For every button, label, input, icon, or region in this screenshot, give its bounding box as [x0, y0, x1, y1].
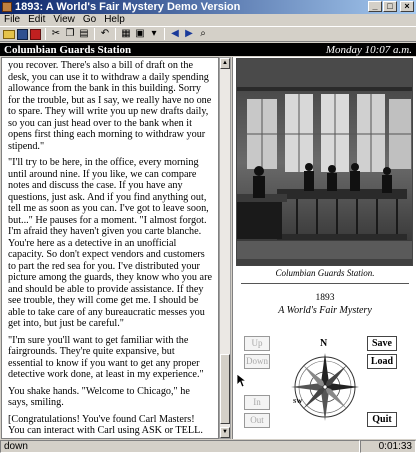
- photo-caption: Columbian Guards Station.: [275, 268, 375, 278]
- open-icon[interactable]: [3, 30, 15, 39]
- out-button[interactable]: Out: [244, 413, 270, 428]
- save-button[interactable]: Save: [367, 336, 397, 351]
- load-button[interactable]: Load: [367, 354, 397, 369]
- mouse-pointer-icon: [237, 374, 247, 388]
- toolbar-separator: [94, 28, 95, 40]
- menu-view[interactable]: View: [53, 14, 75, 25]
- cut-icon[interactable]: ✂: [51, 28, 61, 39]
- elapsed-time: 0:01:33: [360, 440, 416, 453]
- app-icon: [2, 2, 12, 12]
- game-time: Monday 10:07 a.m.: [325, 43, 412, 56]
- status-text: down: [0, 440, 360, 453]
- location-name: Columbian Guards Station: [4, 43, 132, 56]
- story-paragraph: [Congratulations! You've found Carl Masters! You can interact with Carl using ASK or TELL.: [8, 413, 203, 436]
- save-icon[interactable]: [17, 29, 28, 40]
- compass-rose-icon[interactable]: [289, 339, 361, 429]
- back-icon[interactable]: ◀: [171, 28, 179, 39]
- minimize-button[interactable]: _: [368, 1, 382, 12]
- location-bar: [0, 43, 416, 56]
- right-pane: [232, 57, 416, 439]
- up-button[interactable]: Up: [244, 336, 270, 351]
- undo-icon[interactable]: ↶: [100, 28, 110, 39]
- window-controls: [368, 1, 414, 12]
- dropdown-icon[interactable]: ▾: [151, 28, 157, 39]
- location-photo: [236, 58, 413, 266]
- menu-edit[interactable]: Edit: [28, 14, 46, 25]
- window-title: 1893: A World's Fair Mystery Demo Version: [15, 1, 241, 13]
- in-button[interactable]: In: [244, 395, 270, 410]
- scroll-up-arrow-icon[interactable]: ▲: [220, 58, 230, 69]
- logo-title: A World's Fair Mystery: [278, 305, 372, 316]
- down-button[interactable]: Down: [244, 354, 270, 369]
- scroll-down-arrow-icon[interactable]: ▼: [220, 427, 230, 438]
- find-icon[interactable]: ⌕: [200, 28, 206, 39]
- menu-file[interactable]: File: [4, 14, 21, 25]
- settings-icon[interactable]: ▣: [135, 28, 145, 39]
- game-logo: [253, 293, 397, 316]
- menu-go[interactable]: Go: [82, 14, 97, 25]
- print-icon[interactable]: ▦: [121, 28, 131, 39]
- menu-bar: [0, 14, 416, 26]
- toolbar-separator: [115, 28, 116, 40]
- toolbar-separator: [45, 28, 46, 40]
- story-paragraph: you recover. There's also a bill of draft on the desk, you can use it to withdraw a daily spending allowance from the bank in this building. Sorry for the trouble, but as I say, we really have no one to spare. They will write you up new drafts daily, so you can just head over to the bank when it opens first thing each morning to withdraw your stipend.": [8, 60, 212, 152]
- compass-sw-label: SW: [293, 399, 303, 405]
- maximize-button[interactable]: □: [383, 1, 397, 12]
- scroll-thumb[interactable]: [220, 354, 230, 424]
- restore-icon[interactable]: [30, 29, 41, 40]
- story-text-pane[interactable]: [1, 57, 219, 439]
- status-bar: [0, 440, 416, 453]
- divider: [241, 283, 409, 284]
- quit-button[interactable]: Quit: [367, 412, 397, 427]
- story-scrollbar[interactable]: [219, 57, 231, 439]
- story-paragraph: "I'm sure you'll want to get familiar with the fairgrounds. They're quite expansive, but essential to know if you want to get any proper detective work done, at least in my experience.": [8, 334, 204, 380]
- forward-icon[interactable]: ▶: [185, 28, 193, 39]
- copy-icon[interactable]: ❐: [65, 28, 75, 39]
- story-text: [2, 58, 218, 439]
- paste-icon[interactable]: ▤: [79, 28, 89, 39]
- toolbar: [0, 26, 416, 42]
- close-button[interactable]: ×: [400, 1, 414, 12]
- story-paragraph: "I'll try to be here, in the office, every morning until around nine. If you like, we can compare notes and discuss the case. If you have any questions, just ask. And if you find anything out, tell me as soon as you can. I've got to leave soon, but..." He pauses for a moment. "I almost forgot. I'm afraid they haven't given you carte blanche. You're here as a detective in an unofficial capacity. So don't expect vendors and customers to part the red sea for you. I've distributed your picture among the guards, they know who you are and should be able to provide assistance. If they see trouble, they will come get me. I should be able to take care of any bureaucratic messes you get into, but just be careful.": [8, 157, 212, 329]
- logo-year: 1893: [315, 293, 335, 303]
- compass-north-label: N: [320, 338, 328, 349]
- menu-help[interactable]: Help: [104, 14, 125, 25]
- story-paragraph: You shake hands. "Welcome to Chicago," he says, smiling.: [8, 385, 190, 408]
- title-bar: [0, 0, 416, 14]
- toolbar-separator: [164, 28, 165, 40]
